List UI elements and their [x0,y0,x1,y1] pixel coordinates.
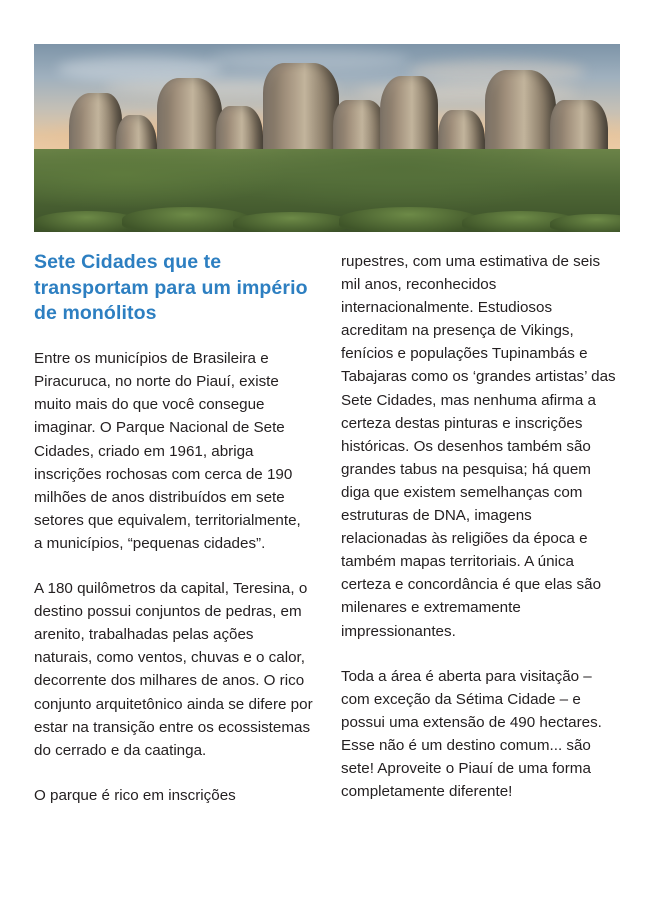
shrub-shape [233,212,350,232]
paragraph: A 180 quilômetros da capital, Teresina, o destino possui conjuntos de pedras, em arenito, trabalhadas pelas ações naturais, como ventos, chuvas e o calor, decorrente dos milhares de anos. O rico conjunto arquitetônico ainda se difere por estar na transição entre os ecossistemas do cerrado e da caatinga. [34,580,313,759]
left-column [34,250,313,807]
vegetation-foreground [34,149,620,232]
paragraph: Toda a área é aberta para visitação – com exceção da Sétima Cidade – e possui uma extensão de 490 hectares. Esse não é um destino comum... são sete! Aproveite o Piauí de uma forma completamente diferente! [341,667,602,801]
paragraph: O parque é rico em inscrições [34,786,236,804]
article-headline: Sete Cidades que te transportam para um império de monólitos [34,251,308,325]
shrub-shape [122,207,251,232]
paragraph: Entre os municípios de Brasileira e Piracuruca, no norte do Piauí, existe muito mais do que você consegue imaginar. O Parque Nacional de Sete Cidades, criado em 1961, abriga inscrições rochosas com cerca de 190 milhões de anos distribuídos em sete setores que equivalem, territorialmente, a municípios, “pequenas cidades”. [34,350,301,552]
hero-image [34,44,620,232]
article-columns [34,250,620,807]
shrub-shape [550,214,620,232]
right-column [341,250,620,807]
shrub-shape [339,207,480,232]
paragraph: rupestres, com uma estimativa de seis mil anos, reconhecidos internacionalmente. Estudiosos acreditam na presença de Vikings, fenícios e populações Tupinambás e Tabajaras como os ‘grandes artistas’ das Sete Cidades, mas nenhuma afirma a certeza destas pinturas e inscrições históricas. Os desenhos também são grandes tabus na pesquisa; há quem diga que existem semelhanças com estruturas de DNA, imagens relacionadas às religiões da época e também mapas territoriais. A única certeza e concordância é que elas são milenares e extremamente impressionantes. [341,253,616,640]
